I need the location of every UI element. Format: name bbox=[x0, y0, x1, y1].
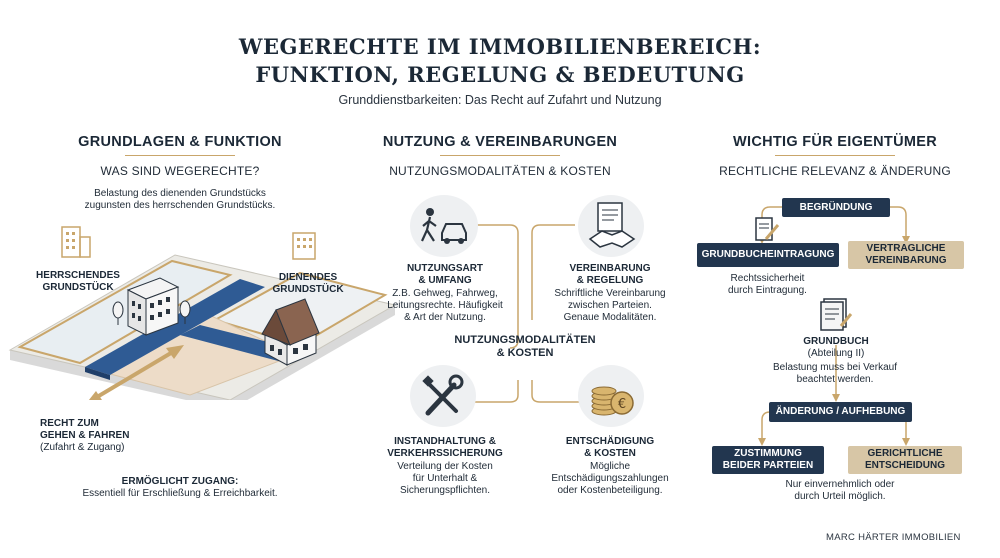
q3-title: INSTANDHALTUNG & VERKEHRSSICHERUNG bbox=[387, 436, 503, 459]
q1-text: Z.B. Gehweg, Fahrweg, Leitungsrechte. Häufigkeit & Art der Nutzung. bbox=[387, 288, 503, 323]
col1-subheading: WAS SIND WEGERECHTE? bbox=[100, 164, 260, 178]
col3-rule bbox=[775, 155, 895, 156]
title-line-2: FUNKTION, REGELUNG & BEDEUTUNG bbox=[255, 62, 745, 87]
zugang-text: Essentiell für Erschließung & Erreichbarkeit. bbox=[82, 488, 278, 499]
building-icon-left bbox=[62, 227, 90, 257]
title-line-1: WEGERECHTE IM IMMOBILIENBEREICH: bbox=[238, 34, 762, 59]
belastung-text: Belastung muss bei Verkauf beachtet werden. bbox=[773, 362, 897, 385]
q4-text: Mögliche Entschädigungszahlungen oder Kostenbeteiligung. bbox=[551, 461, 669, 496]
gerichtlich-box: GERICHTLICHE ENTSCHEIDUNG bbox=[848, 446, 962, 474]
col1-rule bbox=[125, 155, 235, 156]
contract-pen-icon bbox=[752, 215, 782, 245]
label-recht-zum-gehen: RECHT ZUM GEHEN & FAHREN (Zufahrt & Zugang) bbox=[40, 418, 130, 453]
svg-text:€: € bbox=[617, 397, 627, 412]
footer-brand: MARC HÄRTER IMMOBILIEN bbox=[826, 532, 961, 543]
handshake-document-icon bbox=[578, 195, 644, 257]
grundbucheintragung-box: GRUNDBUCHEINTRAGUNG bbox=[697, 243, 839, 267]
tree-icon bbox=[113, 302, 123, 318]
col1-description: Belastung des dienenden Grundstücks zugunsten des herrschenden Grundstücks. bbox=[84, 188, 276, 211]
col2-subheading: NUTZUNGSMODALITÄTEN & KOSTEN bbox=[389, 164, 611, 178]
q3-text: Verteilung der Kosten für Unterhalt & Sicherungspflichten. bbox=[397, 461, 493, 496]
aenderung-box: ÄNDERUNG / AUFHEBUNG bbox=[769, 402, 912, 422]
begruendung-box: BEGRÜNDUNG bbox=[782, 198, 890, 217]
label-herrschendes: HERRSCHENDES GRUNDSTÜCK bbox=[36, 270, 120, 293]
col2-heading: NUTZUNG & VEREINBARUNGEN bbox=[382, 134, 618, 150]
property-illustration bbox=[0, 215, 400, 400]
zustimmung-box: ZUSTIMMUNG BEIDER PARTEIEN bbox=[712, 446, 824, 474]
tools-icon bbox=[410, 365, 476, 427]
q4-title: ENTSCHÄDIGUNG & KOSTEN bbox=[565, 436, 655, 459]
col2-rule bbox=[440, 155, 560, 156]
col3-heading: WICHTIG FÜR EIGENTÜMER bbox=[733, 134, 937, 150]
grundbuch-book-icon bbox=[818, 296, 854, 332]
zugang-title: ERMÖGLICHT ZUGANG: bbox=[121, 476, 239, 487]
rechtssicherheit-text: Rechtssicherheit durch Eintragung. bbox=[728, 273, 807, 296]
vertragliche-vereinbarung-box: VERTRAGLICHE VEREINBARUNG bbox=[848, 241, 964, 269]
q2-text: Schriftliche Vereinbarung zwischen Parteien. Genaue Modalitäten. bbox=[554, 288, 666, 323]
q2-title: VEREINBARUNG & REGELUNG bbox=[569, 263, 651, 286]
coins-euro-icon bbox=[578, 365, 644, 427]
building-icon-right bbox=[293, 233, 315, 259]
col1-heading: GRUNDLAGEN & FUNKTION bbox=[78, 134, 282, 150]
walking-car-icon bbox=[410, 195, 478, 257]
subtitle: Grunddienstbarkeiten: Das Recht auf Zufahrt und Nutzung bbox=[338, 93, 662, 107]
col3-subheading: RECHTLICHE RELEVANZ & ÄNDERUNG bbox=[719, 164, 951, 178]
center-label: NUTZUNGSMODALITÄTEN & KOSTEN bbox=[454, 334, 596, 359]
q1-title: NUTZUNGSART & UMFANG bbox=[406, 263, 484, 286]
label-dienendes: DIENENDES GRUNDSTÜCK bbox=[272, 272, 344, 295]
einvernehmlich-text: Nur einvernehmlich oder durch Urteil möglich. bbox=[785, 479, 895, 502]
grundbuch-title: GRUNDBUCH (Abteilung II) bbox=[803, 336, 869, 359]
